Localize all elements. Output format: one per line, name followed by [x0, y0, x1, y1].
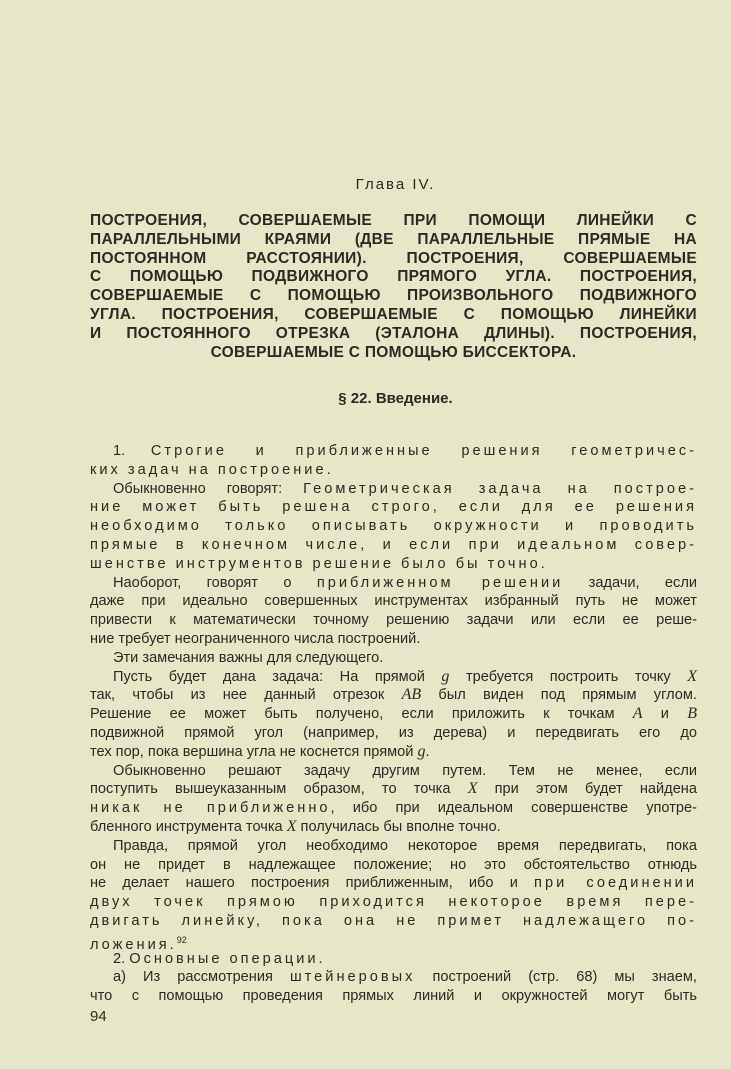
text-line	[90, 498, 697, 517]
math-symbol: X	[687, 667, 697, 685]
text-segment: Обыкновенно говорят:	[113, 480, 304, 497]
text-line	[90, 649, 697, 668]
chapter-heading: Глава IV.	[355, 176, 436, 193]
text-segment: приближенном решении	[316, 574, 564, 591]
title-line: СОВЕРШАЕМЫЕ С ПОМОЩЬЮ ПРОИЗВОЛЬНОГО ПОДВИЖНОГО	[90, 287, 697, 305]
text-line	[90, 931, 697, 953]
text-segment: поступить вышеуказанным образом, то точка	[90, 781, 468, 798]
text-segment: и	[642, 706, 688, 723]
text-segment: Обыкновенно решают задачу другим путем. Тем не менее, если	[113, 762, 697, 779]
text-segment: Основные операции.	[129, 950, 326, 967]
title-line: УГЛА. ПОСТРОЕНИЯ, СОВЕРШАЕМЫЕ С ПОМОЩЬЮ ЛИНЕЙКИ	[90, 305, 697, 323]
text-line	[90, 724, 697, 743]
text-segment: Правда, прямой угол необходимо некоторое время передвигать, пока	[113, 837, 697, 854]
text-line	[90, 874, 697, 893]
text-segment: ложения.	[90, 936, 177, 953]
title-line: ПАРАЛЛЕЛЬНЫМИ КРАЯМИ (ДВЕ ПАРАЛЛЕЛЬНЫЕ ПРЯМЫЕ НА	[90, 230, 697, 248]
text-segment: при соединении	[534, 875, 697, 892]
text-line	[90, 517, 697, 536]
footnote-ref: 92	[176, 934, 187, 945]
text-segment: штейнеровых	[289, 969, 416, 986]
text-line	[90, 668, 697, 687]
text-line	[90, 856, 697, 875]
text-segment: ние может быть решена строго, если для ее решения	[90, 499, 697, 516]
body-text	[90, 442, 697, 1006]
title-line: ПОСТРОЕНИЯ, СОВЕРШАЕМЫЕ ПРИ ПОМОЩИ ЛИНЕЙКИ С	[90, 212, 697, 229]
text-line	[90, 574, 697, 593]
text-segment: а) Из рассмотрения	[113, 969, 290, 986]
text-line	[90, 780, 697, 799]
math-symbol: X	[286, 817, 297, 835]
text-segment: бленного инструмента точка	[90, 818, 287, 835]
text-segment: .	[425, 743, 430, 760]
text-segment: Эти замечания важны для следующего.	[113, 649, 384, 666]
text-line	[90, 480, 697, 499]
text-line	[90, 705, 697, 724]
math-symbol: g	[441, 667, 450, 685]
text-segment: ние требует неограниченного числа построений.	[90, 630, 421, 647]
text-segment: Строгие и приближенные решения геометричес-	[150, 443, 697, 459]
text-segment: , ибо при идеальном совершенстве употре-	[330, 800, 697, 817]
text-line	[90, 743, 697, 762]
text-segment: привести к математически точному решению задачи или если ее реше-	[90, 612, 697, 629]
text-segment: Пусть будет дана задача: На прямой	[113, 668, 442, 685]
math-symbol: g	[417, 742, 426, 760]
text-line	[90, 799, 697, 818]
text-segment: шенстве инструментов решение было бы точно.	[90, 555, 548, 572]
text-segment: даже при идеально совершенных инструментах избранный путь не может	[90, 593, 697, 610]
text-segment: подвижной прямой угол (например, из дерева) и передвигать его до	[90, 724, 697, 741]
text-line	[90, 611, 697, 630]
text-segment: Решение ее может быть получено, если приложить к точкам	[90, 706, 633, 723]
section-heading: § 22. Введение.	[338, 390, 453, 407]
text-line	[90, 950, 697, 969]
text-segment: не делает нашего построения приближенным, ибо и	[90, 875, 535, 892]
text-segment: двигать линейку, пока она не примет надлежащего по-	[90, 912, 697, 929]
text-segment: построений (стр. 68) мы знаем,	[415, 969, 697, 986]
text-line	[90, 762, 697, 781]
text-segment: 1.	[113, 443, 151, 459]
text-line	[90, 536, 697, 555]
text-segment: требуется построить точку	[449, 668, 688, 685]
text-segment: задачи, если	[563, 574, 697, 591]
text-segment: необходимо только описывать окружности и проводить	[90, 518, 697, 535]
text-segment: тех пор, пока вершина угла не коснется прямой	[90, 743, 418, 760]
math-symbol: AB	[401, 686, 422, 704]
text-segment: прямые в конечном числе, и если при идеальном совер-	[90, 536, 697, 553]
text-line	[90, 968, 697, 987]
title-line: ПОСТОЯННОМ РАССТОЯНИИ). ПОСТРОЕНИЯ, СОВЕРШАЕМЫЕ	[90, 249, 697, 267]
title-line: И ПОСТОЯННОГО ОТРЕЗКА (ЭТАЛОНА ДЛИНЫ). ПОСТРОЕНИЯ,	[90, 324, 697, 342]
math-symbol: B	[687, 705, 697, 723]
text-segment: так, чтобы из нее данный отрезок	[90, 687, 402, 704]
text-line	[90, 630, 697, 649]
text-segment: получилась бы вполне точно.	[296, 818, 501, 835]
text-segment: никак не приближенно	[90, 800, 331, 817]
page-number: 94	[90, 1008, 107, 1025]
text-line	[90, 686, 697, 705]
text-line	[90, 837, 697, 856]
text-line	[90, 555, 697, 574]
title-line: С ПОМОЩЬЮ ПОДВИЖНОГО ПРЯМОГО УГЛА. ПОСТРОЕНИЯ,	[90, 268, 697, 286]
math-symbol: A	[632, 705, 643, 723]
text-segment: двух точек прямою приходится некоторое время пере-	[90, 894, 697, 911]
text-segment: 2.	[113, 950, 130, 967]
text-line	[90, 912, 697, 931]
text-segment: он не придет в надлежащее положение; но это обстоятельство отнюдь	[90, 856, 697, 873]
text-line	[90, 442, 697, 461]
chapter-title	[90, 212, 697, 362]
text-line	[90, 461, 697, 480]
text-line	[90, 818, 697, 837]
title-line: СОВЕРШАЕМЫЕ С ПОМОЩЬЮ БИССЕКТОРА.	[210, 343, 577, 361]
text-segment: что с помощью проведения прямых линий и окружностей могут быть	[90, 988, 697, 1005]
text-segment: при этом будет найдена	[477, 781, 697, 798]
text-line	[90, 987, 697, 1006]
math-symbol: X	[467, 780, 478, 798]
text-segment: ких задач на построение.	[90, 461, 334, 478]
text-line	[90, 893, 697, 912]
text-segment: был виден под прямым углом.	[421, 687, 697, 704]
text-segment: Геометрическая задача на построе-	[303, 480, 697, 497]
text-line	[90, 592, 697, 611]
text-segment: Наоборот, говорят о	[113, 574, 317, 591]
